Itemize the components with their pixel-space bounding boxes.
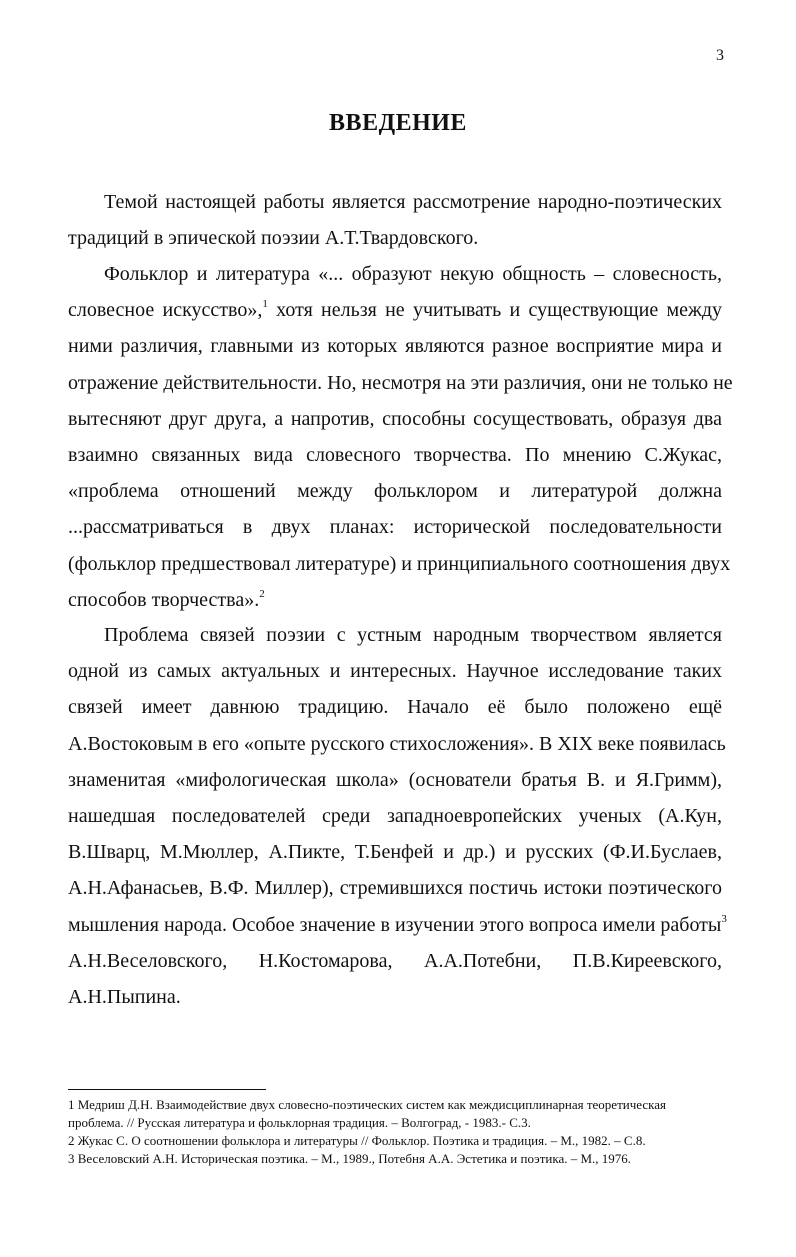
footnote-line: 2 Жукас С. О соотношении фольклора и литературы // Фольклор. Поэтика и традиция. – М., 1982. – С.8.	[68, 1133, 646, 1148]
text-line: одной из самых актуальных и интересных. Научное исследование таких	[68, 660, 722, 683]
text-line: связей имеет давнюю традицию. Начало её было положено ещё	[68, 696, 722, 719]
paragraph-research	[68, 617, 727, 1015]
text-line	[68, 582, 722, 618]
footnote-line: 1 Медриш Д.Н. Взаимодействие двух словесно-поэтических систем как междисциплинарная теоретическая	[68, 1097, 666, 1112]
text-segment: мышления народа. Особое значение в изучении этого вопроса имели работы	[68, 913, 722, 936]
text-line: А.Востоковым в его «опыте русского стихосложения». В XIX веке появилась	[68, 732, 726, 755]
text-line: А.Н.Пыпина.	[68, 986, 181, 1009]
text-line: знаменитая «мифологическая школа» (основатели братья В. и Я.Гримм),	[68, 768, 722, 791]
text-line: (фольклор предшествовал литературе) и принципиального соотношения двух	[68, 552, 731, 575]
text-line: А.Н.Афанасьев, В.Ф. Миллер), стремившихся постичь истоки поэтического	[68, 877, 722, 900]
text-line: традиций в эпической поэзии А.Т.Твардовского.	[68, 227, 479, 250]
text-line: ними различия, главными из которых являются разное восприятие мира и	[68, 335, 722, 358]
text-line: отражение действительности. Но, несмотря на эти различия, они не только не	[68, 371, 733, 394]
page-number: 3	[716, 47, 724, 64]
footnote-line: проблема. // Русская литература и фольклорная традиция. – Волгоград, - 1983.- С.3.	[68, 1115, 531, 1130]
paragraph-folklore	[68, 256, 733, 618]
footnote-ref[interactable]: 3	[721, 912, 727, 925]
text-line: взаимно связанных вида словесного творчества. По мнению С.Жукас,	[68, 444, 722, 467]
footnote-line: 3 Веселовский А.Н. Историческая поэтика. – М., 1989., Потебня А.А. Эстетика и поэтика. – М., 1976.	[68, 1151, 632, 1166]
text-line: ...рассматриваться в двух планах: исторической последовательности	[68, 516, 722, 539]
footnote-ref[interactable]: 1	[262, 298, 268, 311]
text-line	[68, 907, 727, 943]
text-line	[68, 292, 722, 328]
footnote-ref[interactable]: 2	[259, 587, 265, 600]
text-line: вытесняют друг друга, а напротив, способны сосуществовать, образуя два	[68, 407, 722, 430]
paragraph-intro	[68, 184, 722, 256]
footnote-divider	[68, 1089, 266, 1090]
text-line: «проблема отношений между фольклором и литературой должна	[68, 480, 722, 503]
text-line: Темой настоящей работы является рассмотрение народно-поэтических	[104, 191, 722, 213]
text-segment: хотя нельзя не учитывать и существующие между	[276, 299, 722, 322]
text-line: Проблема связей поэзии с устным народным творчеством является	[104, 624, 722, 646]
text-line: Фольклор и литература «... образуют некую общность – словесность,	[104, 263, 722, 285]
text-segment: способов творчества».	[68, 588, 260, 611]
text-line: В.Шварц, М.Мюллер, А.Пикте, Т.Бенфей и др.) и русских (Ф.И.Буслаев,	[68, 841, 722, 864]
page-title: ВВЕДЕНИЕ	[329, 110, 467, 136]
text-line: А.Н.Веселовского, Н.Костомарова, А.А.Потебни, П.В.Киреевского,	[68, 949, 722, 972]
text-segment: словесное искусство»,	[68, 299, 263, 322]
footnotes	[68, 1096, 728, 1168]
text-line: нашедшая последователей среди западноевропейских ученых (А.Кун,	[68, 805, 722, 828]
